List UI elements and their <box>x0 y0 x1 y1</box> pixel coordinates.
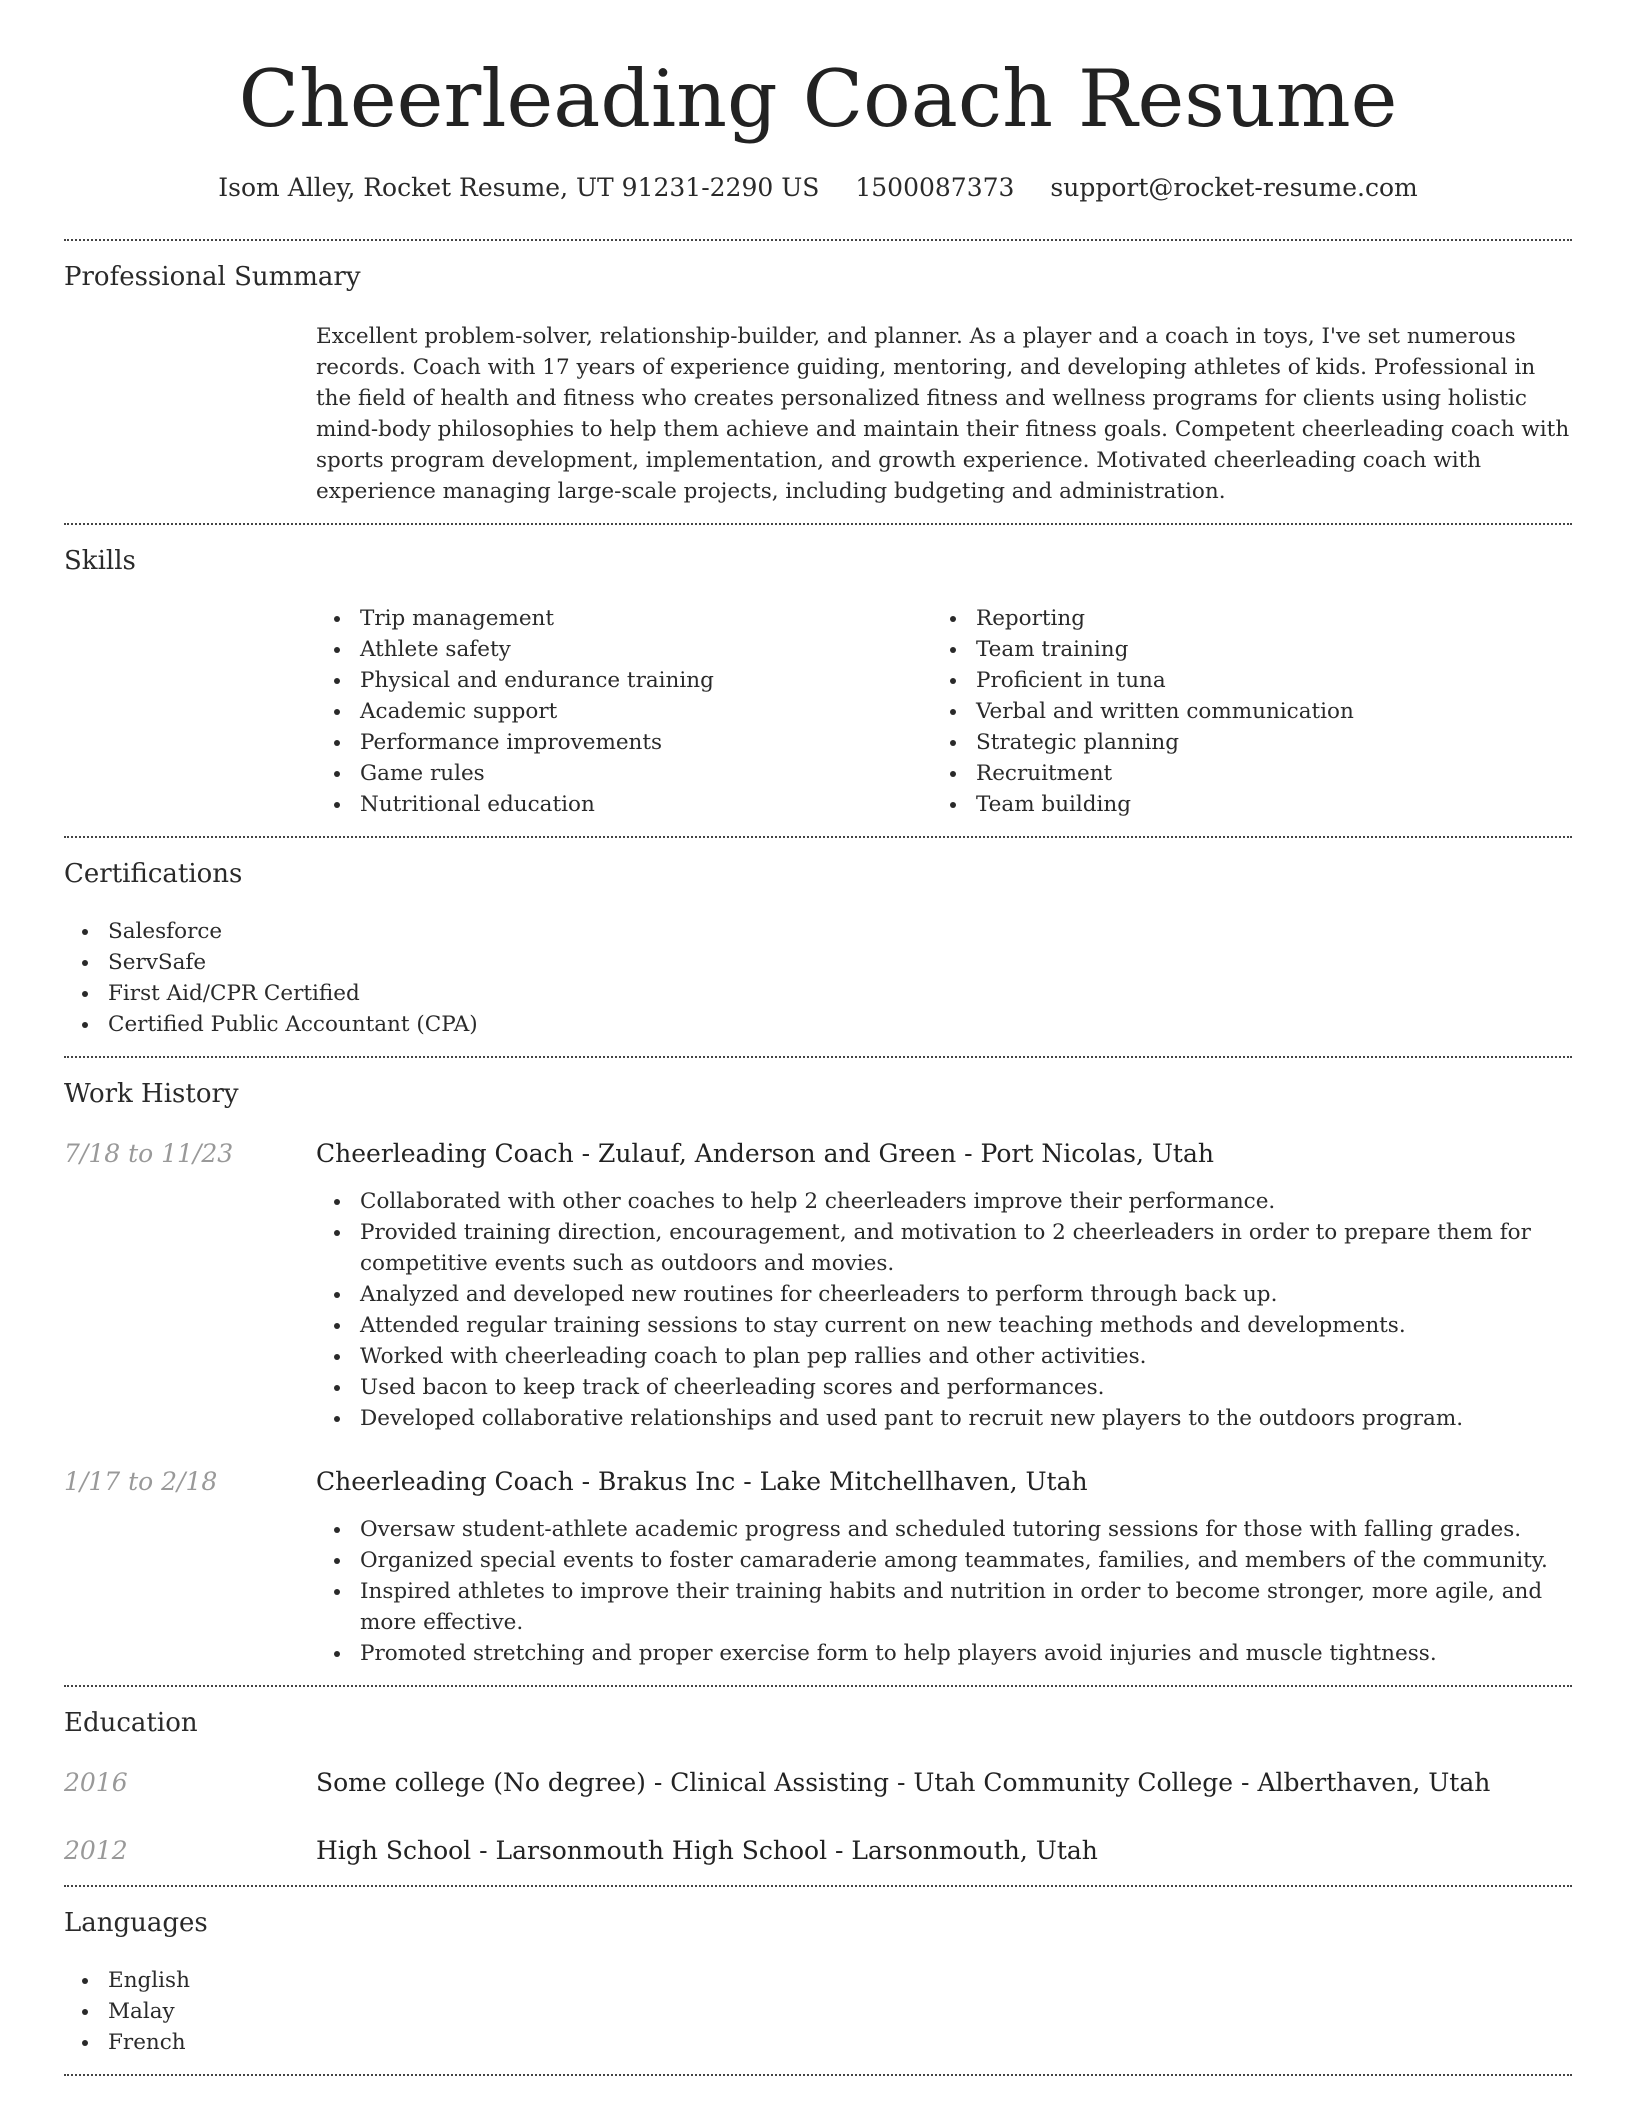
section-education <box>64 1687 1572 1885</box>
section-title-education: Education <box>64 1708 198 1738</box>
job-bullets <box>316 1514 1572 1669</box>
section-certifications <box>64 838 1572 1056</box>
job-bullet: Provided training direction, encouragement, and motivation to 2 cheerleaders in order to prepare them for competitive events such as outdoors and movies. <box>316 1217 1572 1279</box>
job-bullet: Worked with cheerleading coach to plan pep rallies and other activities. <box>316 1341 1572 1372</box>
skill-item: Reporting <box>932 603 1548 634</box>
section-title-summary: Professional Summary <box>64 262 361 292</box>
section-skills <box>64 525 1572 836</box>
language-item: English <box>64 1965 1572 1996</box>
education-year: 2012 <box>64 1836 128 1865</box>
section-title-work: Work History <box>64 1079 239 1109</box>
job-bullet: Oversaw student-athlete academic progress and scheduled tutoring sessions for those with falling grades. <box>316 1514 1572 1545</box>
skill-item: Team building <box>932 789 1548 820</box>
skill-item: Proficient in tuna <box>932 665 1548 696</box>
job-entry <box>64 1136 1572 1434</box>
skills-columns <box>316 603 1572 820</box>
certification-item: Salesforce <box>64 916 1572 947</box>
contact-email: support@rocket-resume.com <box>1050 173 1418 202</box>
section-title-skills: Skills <box>64 546 136 576</box>
job-bullets <box>316 1186 1572 1434</box>
job-dates: 7/18 to 11/23 <box>64 1139 234 1168</box>
skill-item: Team training <box>932 634 1548 665</box>
job-entry <box>64 1464 1572 1669</box>
job-bullet: Promoted stretching and proper exercise form to help players avoid injuries and muscle tightness. <box>316 1638 1572 1669</box>
job-heading: Cheerleading Coach - Zulauf, Anderson and Green - Port Nicolas, Utah <box>316 1139 1214 1168</box>
job-dates: 1/17 to 2/18 <box>64 1467 218 1496</box>
skill-item: Strategic planning <box>932 727 1548 758</box>
job-bullet: Organized special events to foster camaraderie among teammates, families, and members of the community. <box>316 1545 1572 1576</box>
certifications-list <box>64 916 1572 1040</box>
job-bullet: Used bacon to keep track of cheerleading scores and performances. <box>316 1372 1572 1403</box>
language-item: Malay <box>64 1996 1572 2027</box>
certification-item: ServSafe <box>64 947 1572 978</box>
skill-item: Recruitment <box>932 758 1548 789</box>
job-bullet: Developed collaborative relationships and used pant to recruit new players to the outdoors program. <box>316 1403 1572 1434</box>
certification-item: Certified Public Accountant (CPA) <box>64 1009 1572 1040</box>
certification-item: First Aid/CPR Certified <box>64 978 1572 1009</box>
education-entry <box>64 1833 1572 1869</box>
skills-list-left <box>316 603 932 820</box>
skill-item: Physical and endurance training <box>316 665 932 696</box>
section-title-certifications: Certifications <box>64 859 243 889</box>
skill-item: Athlete safety <box>316 634 932 665</box>
job-bullet: Inspired athletes to improve their training habits and nutrition in order to become stronger, more agile, and more effective. <box>316 1576 1572 1638</box>
resume-title: Cheerleading Coach Resume <box>238 53 1398 145</box>
job-bullet: Analyzed and developed new routines for cheerleaders to perform through back up. <box>316 1279 1572 1310</box>
education-year: 2016 <box>64 1768 128 1797</box>
contact-address: Isom Alley, Rocket Resume, UT 91231-2290 US <box>218 173 820 202</box>
section-work-history <box>64 1058 1572 1685</box>
language-item: French <box>64 2027 1572 2058</box>
contact-line <box>64 171 1572 205</box>
skill-item: Verbal and written communication <box>932 696 1548 727</box>
languages-list <box>64 1965 1572 2058</box>
skill-item: Nutritional education <box>316 789 932 820</box>
section-title-languages: Languages <box>64 1908 208 1938</box>
skill-item: Academic support <box>316 696 932 727</box>
job-bullet: Collaborated with other coaches to help 2 cheerleaders improve their performance. <box>316 1186 1572 1217</box>
job-bullet: Attended regular training sessions to stay current on new teaching methods and developments. <box>316 1310 1572 1341</box>
education-heading: Some college (No degree) - Clinical Assisting - Utah Community College - Alberthaven, Utah <box>316 1768 1491 1797</box>
contact-phone: 1500087373 <box>855 173 1015 202</box>
section-languages <box>64 1887 1572 2074</box>
job-heading: Cheerleading Coach - Brakus Inc - Lake Mitchellhaven, Utah <box>316 1467 1088 1496</box>
section-summary <box>64 241 1572 523</box>
summary-text: Excellent problem-solver, relationship-builder, and planner. As a player and a coach in toys, I've set numerous records. Coach with 17 years of experience guiding, mentoring, and developing athletes of kids. Professional in the field of health and fitness who creates personalized fitness and wellness programs for clients using holistic mind-body philosophies to help them achieve and maintain their fitness goals. Competent cheerleading coach with sports program development, implementation, and growth experience. Motivated cheerleading coach with experience managing large-scale projects, including budgeting and administration. <box>316 324 1570 504</box>
resume-page <box>64 0 1572 2076</box>
skills-list-right <box>932 603 1548 820</box>
skill-item: Trip management <box>316 603 932 634</box>
skill-item: Performance improvements <box>316 727 932 758</box>
divider <box>64 2074 1572 2076</box>
education-heading: High School - Larsonmouth High School - Larsonmouth, Utah <box>316 1836 1098 1865</box>
education-entry <box>64 1765 1572 1801</box>
skill-item: Game rules <box>316 758 932 789</box>
